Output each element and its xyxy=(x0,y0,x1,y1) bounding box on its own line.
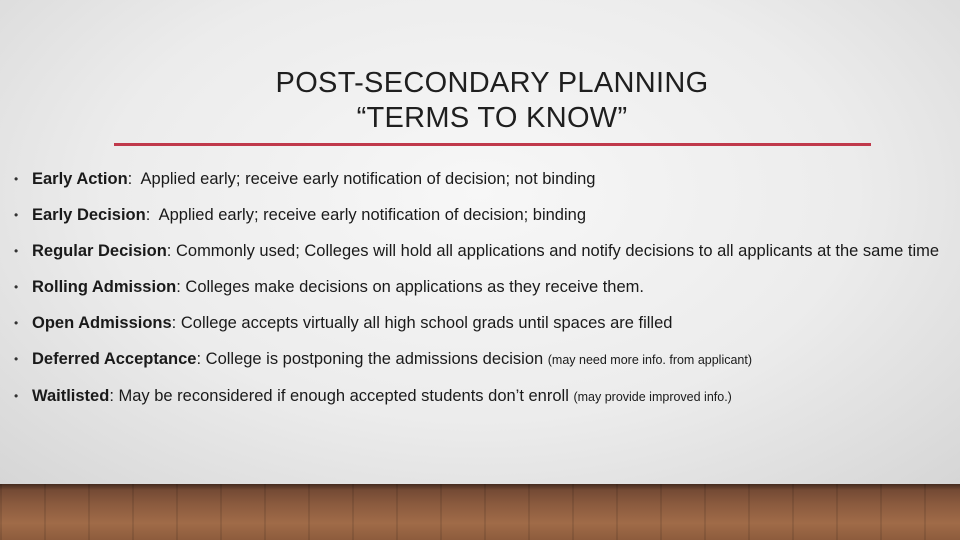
wood-floor-decoration xyxy=(0,484,960,540)
term-separator: : xyxy=(127,170,133,188)
term-separator: : xyxy=(171,314,177,332)
term-early-decision xyxy=(14,202,944,228)
term-waitlisted xyxy=(14,383,944,410)
term-definition: Applied early; receive early notification of decision; binding xyxy=(150,206,586,224)
bullet-icon: • xyxy=(14,280,19,294)
term-definition: May be reconsidered if enough accepted students don’t enroll xyxy=(113,387,574,405)
term-note: (may need more info. from applicant) xyxy=(547,353,753,367)
term-definition: College accepts virtually all high school grads until spaces are filled xyxy=(176,314,673,332)
term-definition: Commonly used; Colleges will hold all applications and notify decisions to all applicants at the same time xyxy=(171,242,940,260)
term-separator: : xyxy=(166,242,172,260)
bullet-icon: • xyxy=(14,208,19,222)
term-deferred-acceptance xyxy=(14,346,944,373)
term-name: Rolling Admission xyxy=(32,278,177,296)
term-separator: : xyxy=(145,206,151,224)
slide-title-line-1: POST-SECONDARY PLANNING xyxy=(275,67,709,99)
bullet-icon: • xyxy=(14,172,19,186)
slide-title-line-2: “TERMS TO KNOW” xyxy=(356,102,628,134)
term-separator: : xyxy=(109,387,114,405)
term-separator: : xyxy=(196,350,202,368)
term-name: Early Action xyxy=(32,170,128,188)
bullet-icon: • xyxy=(14,316,19,330)
bullet-icon: • xyxy=(14,352,19,366)
term-definition: Applied early; receive early notification of decision; not binding xyxy=(132,170,596,188)
term-name: Regular Decision xyxy=(32,242,167,260)
bullet-icon: • xyxy=(14,389,19,403)
term-separator: : xyxy=(176,278,181,296)
terms-list xyxy=(14,166,944,420)
bullet-icon: • xyxy=(14,244,19,258)
term-open-admissions xyxy=(14,310,944,336)
term-rolling-admission xyxy=(14,274,944,300)
term-name: Waitlisted xyxy=(32,387,110,405)
term-name: Deferred Acceptance xyxy=(32,350,197,368)
floor-shadow xyxy=(0,484,960,490)
term-name: Early Decision xyxy=(32,206,146,224)
slide-title xyxy=(0,66,960,136)
title-divider xyxy=(114,143,871,146)
term-name: Open Admissions xyxy=(32,314,172,332)
term-note: (may provide improved info.) xyxy=(573,390,732,404)
term-early-action xyxy=(14,166,944,192)
term-definition: Colleges make decisions on applications as they receive them. xyxy=(180,278,644,296)
term-definition: College is postponing the admissions decision xyxy=(201,350,548,368)
term-regular-decision xyxy=(14,238,944,264)
